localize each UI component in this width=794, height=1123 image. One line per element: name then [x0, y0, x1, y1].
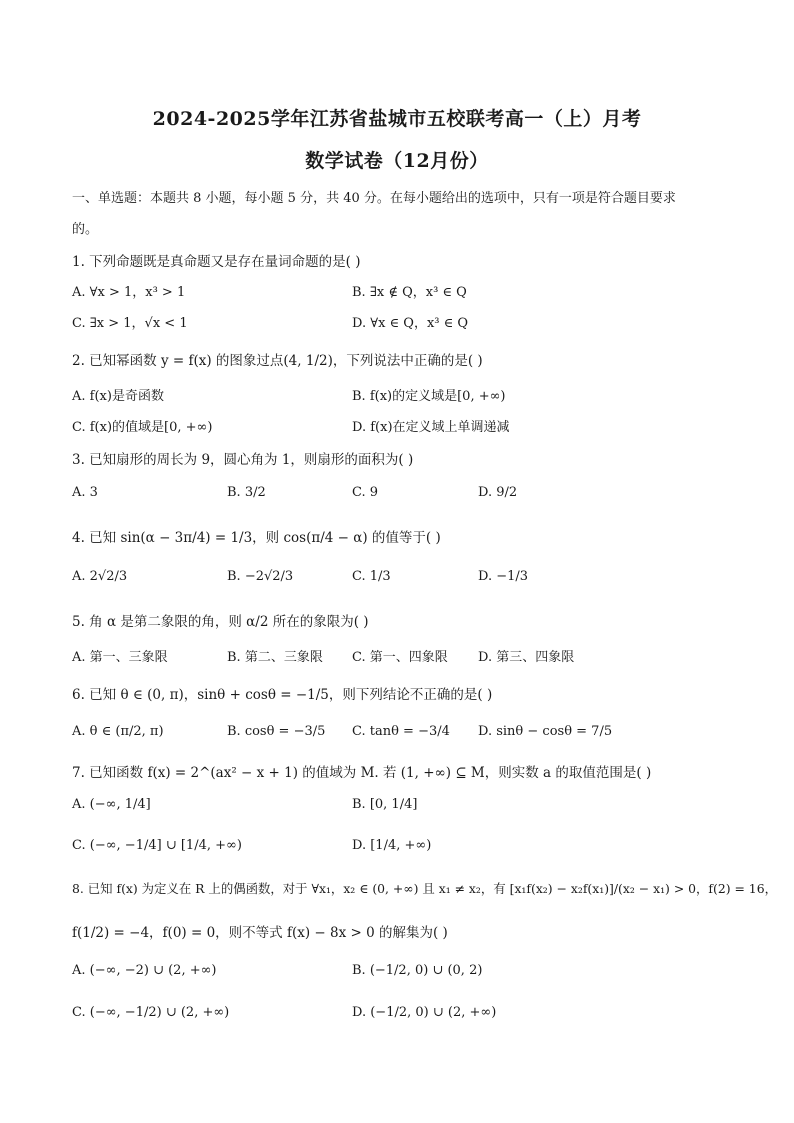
- q8-option-b: B. (−1/2, 0) ∪ (0, 2): [352, 963, 483, 978]
- section-heading-cont: 的。: [72, 222, 99, 237]
- q4-option-a: A. 2√2/3: [72, 569, 128, 584]
- exam-title: 2024-2025学年江苏省盐城市五校联考高一（上）月考: [152, 108, 642, 130]
- q3-option-a: A. 3: [72, 485, 98, 500]
- q3-option-d: D. 9/2: [478, 485, 518, 500]
- q1-option-d: D. ∀x ∈ Q，x³ ∈ Q: [352, 316, 469, 331]
- q6-option-c: C. tanθ = −3/4: [352, 724, 450, 739]
- q7-option-d: D. [1/4, +∞): [352, 838, 432, 853]
- q8-option-d: D. (−1/2, 0) ∪ (2, +∞): [352, 1005, 497, 1020]
- q6-option-d: D. sinθ − cosθ = 7/5: [478, 724, 613, 739]
- question-7-stem: 7. 已知函数 f(x) = 2^(ax² − x + 1) 的值域为 M. 若 (1, +∞) ⊆ M，则实数 a 的取值范围是( ): [72, 765, 652, 781]
- question-4-stem: 4. 已知 sin(α − 3π/4) = 1/3，则 cos(π/4 − α) 的值等于( ): [72, 530, 441, 546]
- question-2-stem: 2. 已知幂函数 y = f(x) 的图象过点(4, 1/2)，下列说法中正确的是( ): [72, 353, 483, 369]
- q1-option-b: B. ∃x ∉ Q，x³ ∈ Q: [352, 285, 467, 300]
- question-1-stem: 1. 下列命题既是真命题又是存在量词命题的是( ): [72, 254, 361, 270]
- q1-option-a: A. ∀x > 1，x³ > 1: [72, 285, 186, 300]
- section-heading: 一、单选题：本题共 8 小题，每小题 5 分，共 40 分。在每小题给出的选项中，只有一项是符合题目要求: [72, 191, 676, 206]
- q5-option-b: B. 第二、三象限: [227, 650, 323, 665]
- exam-subtitle: 数学试卷（12月份）: [305, 150, 489, 172]
- q7-option-a: A. (−∞, 1/4]: [72, 797, 151, 812]
- question-3-stem: 3. 已知扇形的周长为 9，圆心角为 1，则扇形的面积为( ): [72, 452, 414, 468]
- q6-option-b: B. cosθ = −3/5: [227, 724, 326, 739]
- q8-option-a: A. (−∞, −2) ∪ (2, +∞): [72, 963, 217, 978]
- q7-option-c: C. (−∞, −1/4] ∪ [1/4, +∞): [72, 838, 242, 853]
- question-6-stem: 6. 已知 θ ∈ (0, π)，sinθ + cosθ = −1/5，则下列结论不正确的是( ): [72, 687, 493, 703]
- question-8-stem: 8. 已知 f(x) 为定义在 R 上的偶函数，对于 ∀x₁，x₂ ∈ (0, +∞) 且 x₁ ≠ x₂，有 [x₁f(x₂) − x₂f(x₁)]/(x₂ − x₁) > 0，f(2) = 16，: [72, 881, 777, 896]
- q2-option-d: D. f(x)在定义域上单调递减: [352, 420, 510, 435]
- q4-option-d: D. −1/3: [478, 569, 529, 584]
- q8-option-c: C. (−∞, −1/2) ∪ (2, +∞): [72, 1005, 230, 1020]
- q6-option-a: A. θ ∈ (π/2, π): [72, 724, 164, 739]
- q7-option-b: B. [0, 1/4]: [352, 797, 418, 812]
- q2-option-c: C. f(x)的值域是[0, +∞): [72, 420, 213, 435]
- q3-option-b: B. 3/2: [227, 485, 266, 500]
- q4-option-b: B. −2√2/3: [227, 569, 294, 584]
- question-8-stem-cont: f(1/2) = −4，f(0) = 0，则不等式 f(x) − 8x > 0 的解集为( ): [72, 925, 448, 941]
- q5-option-d: D. 第三、四象限: [478, 650, 575, 665]
- q2-option-a: A. f(x)是奇函数: [72, 389, 164, 404]
- q5-option-c: C. 第一、四象限: [352, 650, 448, 665]
- q1-option-c: C. ∃x > 1，√x < 1: [72, 316, 188, 331]
- question-5-stem: 5. 角 α 是第二象限的角，则 α/2 所在的象限为( ): [72, 614, 369, 630]
- q3-option-c: C. 9: [352, 485, 379, 500]
- q5-option-a: A. 第一、三象限: [72, 650, 168, 665]
- q2-option-b: B. f(x)的定义域是[0, +∞): [352, 389, 506, 404]
- q4-option-c: C. 1/3: [352, 569, 391, 584]
